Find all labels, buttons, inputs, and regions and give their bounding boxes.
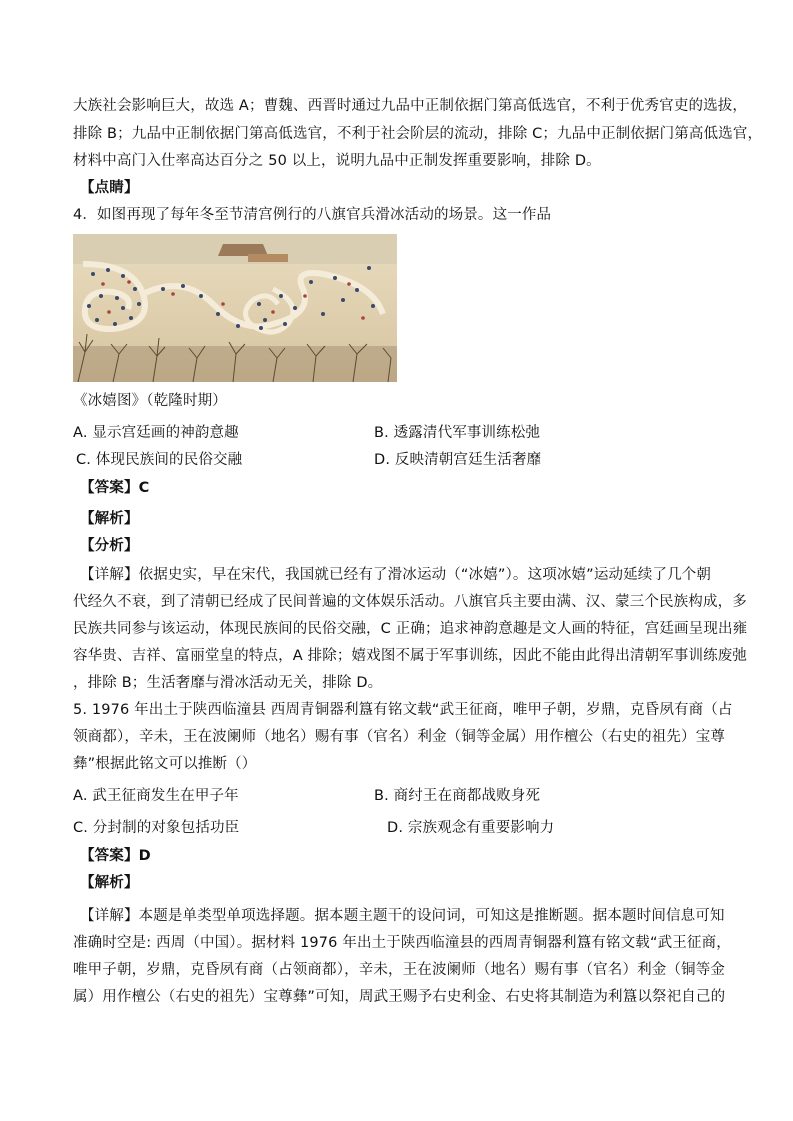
text-line: 材料中高门入仕率高达百分之 50 以上，说明九品中正制发挥重要影响，排除 D。 [73,153,601,169]
detail-line: 民族共同参与该运动，体现民族间的民俗交融，C 正确；追求神韵意趣是文人画的特征，宫廷画呈现出雍 [73,621,748,637]
option-b: B. 透露清代军事训练松弛 [374,425,541,441]
text-line: 排除 B；九品中正制依据门第高低选官，不利于社会阶层的流动，排除 C；九品中正制依据门第高低选官， [73,126,763,142]
answer-label: 【答案】D [80,848,151,864]
analysis-heading: 【分析】 [80,538,139,554]
detail-line: 容华贵、吉祥、富丽堂皇的特点，A 排除；嬉戏图不属于军事训练，因此不能由此得出清朝军事训练废弛 [73,648,748,664]
detail-line: 属）用作檀公（右史的祖先）宝尊彝”可知，周武王赐予右史利金、右史将其制造为利簋以祭祀自己的 [73,989,726,1005]
option-a: A. 显示宫廷画的神韵意趣 [73,425,239,441]
question-5-stem: 5. 1976 年出土于陕西临潼县 西周青铜器利簋有铭文载“武王征商，唯甲子朝，岁鼎，克昏夙有商（占 [73,702,733,718]
question-5-stem: 彝”根据此铭文可以推断（） [73,756,257,772]
question-5-stem: 领商都），辛未，王在波阑师（地名）赐有事（官名）利金（铜等金属）用作檀公（右史的祖先）宝尊 [73,729,725,745]
analysis-label: 【解析】 [80,875,139,891]
text-line: 大族社会影响巨大，故选 A；曹魏、西晋时通过九品中正制依据门第高低选官，不利于优秀官吏的选拔， [73,98,748,114]
detail-line: 代经久不衰，到了清朝已经成了民间普遍的文体娱乐活动。八旗官兵主要由满、汉、蒙三个民族构成，多 [73,594,747,610]
question-4-stem: 4．如图再现了每年冬至节清宫例行的八旗官兵滑冰活动的场景。这一作品 [73,207,552,223]
option-d: D. 反映清朝宫廷生活奢靡 [374,452,542,468]
detail-line: 唯甲子朝，岁鼎，克昏夙有商（占领商都），辛未，王在波阑师（地名）赐有事（官名）利金（铜等金 [73,962,725,978]
option-c: C. 分封制的对象包括功臣 [73,820,240,836]
image-caption: 《冰嬉图》（乾隆时期） [73,393,227,409]
detail-line: 准确时空是: 西周（中国）。据材料 1976 年出土于陕西临潼县的西周青铜器利簋有铭文载“武王征商， [73,935,731,951]
analysis-label: 【解析】 [80,511,139,527]
detail-line: ，排除 B；生活奢靡与滑冰活动无关，排除 D。 [73,675,383,691]
section-heading: 【点睛】 [80,180,139,196]
detail-line: 【详解】依据史实，早在宋代，我国就已经有了滑冰运动（“冰嬉”）。这项冰嬉”运动延续了几个朝 [80,567,712,583]
answer-label: 【答案】C [80,480,150,496]
option-a: A. 武王征商发生在甲子年 [73,788,239,804]
option-c: C. 体现民族间的民俗交融 [76,452,243,468]
detail-line: 【详解】本题是单类型单项选择题。据本题主题干的设问词，可知这是推断题。据本题时间信息可知 [80,908,725,924]
option-b: B. 商纣王在商都战败身死 [374,788,541,804]
painting-image [73,234,397,382]
option-d: D. 宗族观念有重要影响力 [387,820,555,836]
